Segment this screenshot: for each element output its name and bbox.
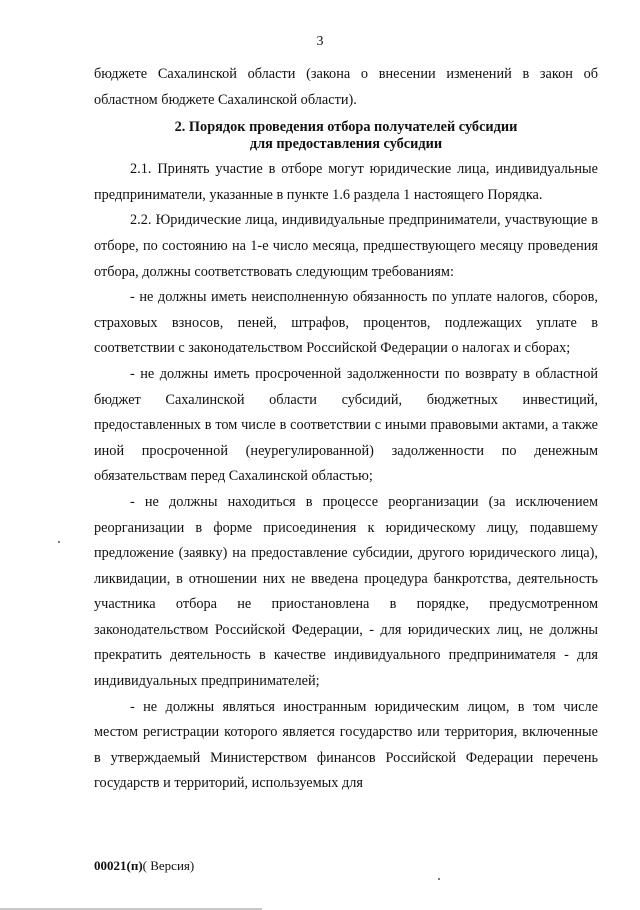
paragraph-2-1: 2.1. Принять участие в отборе могут юридические лица, индивидуальные предприниматели, указанные в пункте 1.6 раздела 1 настоящего Порядка. xyxy=(94,161,598,203)
document-code xyxy=(94,858,194,874)
document-code-number: 00021(п) xyxy=(94,858,143,873)
paragraph-2-2: 2.2. Юридические лица, индивидуальные предприниматели, участвующие в отборе, по состоянию на 1-е число месяца, предшествующего месяцу проведения отбора, должны соответствовать следующим требованиям: xyxy=(94,212,598,280)
requirement-debt: - не должны иметь просроченной задолженности по возврату в областной бюджет Сахалинской области субсидий, бюджетных инвестиций, предоставленных в том числе в соответствии с иными правовыми актами, а также иной просроченной (неурегулированной) задолженности по денежным обязательствам перед Сахалинской областью; xyxy=(94,365,598,485)
scan-speck xyxy=(58,541,60,543)
requirement-taxes: - не должны иметь неисполненную обязанность по уплате налогов, сборов, страховых взносов, пеней, штрафов, процентов, подлежащих уплате в соответствии с законодательством Российской Федерации о налогах и сборах; xyxy=(94,289,598,357)
section-heading xyxy=(94,119,598,153)
section-heading-line-1: 2. Порядок проведения отбора получателей субсидии xyxy=(174,119,518,136)
page-number: 3 xyxy=(316,34,324,49)
document-body xyxy=(94,62,598,797)
scan-speck xyxy=(438,878,440,880)
requirement-foreign-entity: - не должны являться иностранным юридическим лицом, в том числе местом регистрации которого является государство или территория, включенные в утверждаемый Министерством финансов Российской Федерации перечень государств и территорий, используемых для xyxy=(94,698,598,792)
requirement-reorganization: - не должны находиться в процессе реорганизации (за исключением реорганизации в форме присоединения к юридическому лицу, подавшему предложение (заявку) на предоставление субсидии, другого юридического лица), ликвидации, в отношении них не введена процедура банкротства, деятельность участника отбора не приостановлена в порядке, предусмотренном законодательством Российской Федерации, - для юридических лиц, не должны прекратить деятельность в качестве индивидуального предпринимателя - для индивидуальных предпринимателей; xyxy=(94,493,598,690)
document-code-version: ( Версия) xyxy=(142,858,195,873)
intro-paragraph: бюджете Сахалинской области (закона о внесении изменений в закон об областном бюджете Сахалинской области). xyxy=(94,66,598,108)
section-heading-line-2: для предоставления субсидии xyxy=(249,136,443,153)
